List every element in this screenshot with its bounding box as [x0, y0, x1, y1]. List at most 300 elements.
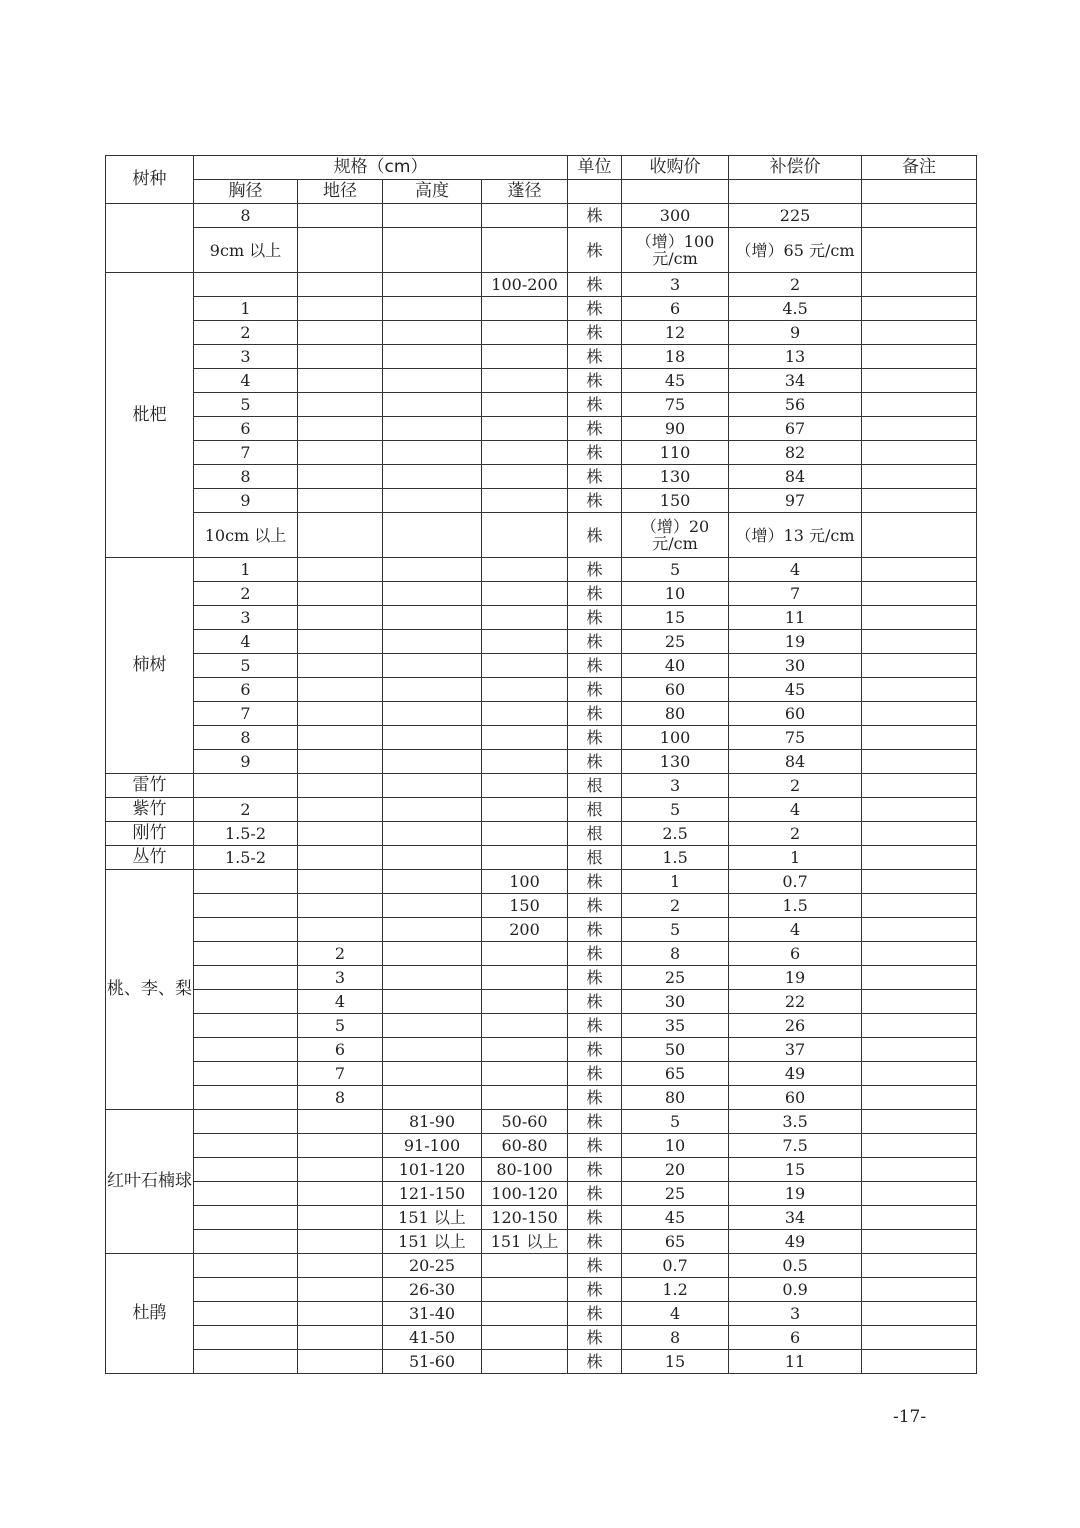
dbh-cell [194, 1086, 298, 1110]
note-cell [862, 1158, 977, 1182]
compensation-price-cell: 19 [729, 966, 862, 990]
compensation-price-cell: 84 [729, 750, 862, 774]
unit-cell: 株 [568, 894, 622, 918]
crown-diameter-cell [482, 798, 568, 822]
height-cell [383, 204, 482, 228]
compensation-price-cell: 6 [729, 1326, 862, 1350]
crown-diameter-cell [482, 582, 568, 606]
table-row [106, 870, 977, 894]
compensation-price-cell: 37 [729, 1038, 862, 1062]
compensation-price-cell: 0.9 [729, 1278, 862, 1302]
purchase-price-cell: 12 [622, 321, 729, 345]
crown-diameter-cell [482, 678, 568, 702]
note-cell [862, 1302, 977, 1326]
height-cell [383, 273, 482, 297]
dbh-cell: 5 [194, 654, 298, 678]
purchase-price-cell: 0.7 [622, 1254, 729, 1278]
compensation-price-cell: 60 [729, 702, 862, 726]
crown-diameter-cell [482, 441, 568, 465]
purchase-price-cell: 130 [622, 465, 729, 489]
table-row [106, 606, 977, 630]
height-cell [383, 465, 482, 489]
compensation-price-cell: 11 [729, 606, 862, 630]
ground-diameter-cell: 7 [298, 1062, 383, 1086]
unit-cell: 株 [568, 1182, 622, 1206]
dbh-cell [194, 870, 298, 894]
note-cell [862, 297, 977, 321]
crown-diameter-cell [482, 1302, 568, 1326]
dbh-cell [194, 1134, 298, 1158]
height-cell [383, 606, 482, 630]
table-row [106, 1062, 977, 1086]
note-cell [862, 990, 977, 1014]
crown-diameter-cell [482, 726, 568, 750]
note-cell [862, 606, 977, 630]
header-unit: 单位 [568, 156, 622, 180]
height-cell [383, 726, 482, 750]
compensation-price-cell: 97 [729, 489, 862, 513]
unit-cell: 株 [568, 1134, 622, 1158]
crown-diameter-cell [482, 822, 568, 846]
unit-cell: 株 [568, 1278, 622, 1302]
crown-diameter-cell: 150 [482, 894, 568, 918]
purchase-price-cell: 4 [622, 1302, 729, 1326]
crown-diameter-cell [482, 654, 568, 678]
ground-diameter-cell [298, 1254, 383, 1278]
dbh-cell [194, 774, 298, 798]
unit-cell: 株 [568, 558, 622, 582]
note-cell [862, 465, 977, 489]
note-cell [862, 1086, 977, 1110]
crown-diameter-cell [482, 750, 568, 774]
table-row [106, 894, 977, 918]
height-cell [383, 894, 482, 918]
note-cell [862, 870, 977, 894]
crown-diameter-cell: 80-100 [482, 1158, 568, 1182]
dbh-cell [194, 942, 298, 966]
height-cell [383, 942, 482, 966]
unit-cell: 株 [568, 942, 622, 966]
header-crown-diameter: 蓬径 [482, 180, 568, 204]
unit-cell: 株 [568, 606, 622, 630]
table-row [106, 1014, 977, 1038]
dbh-cell [194, 966, 298, 990]
table-row [106, 1278, 977, 1302]
crown-diameter-cell [482, 558, 568, 582]
note-cell [862, 1350, 977, 1374]
table-row [106, 1350, 977, 1374]
ground-diameter-cell [298, 417, 383, 441]
dbh-cell: 9 [194, 750, 298, 774]
species-cell: 红叶石楠球 [106, 1110, 194, 1254]
ground-diameter-cell [298, 1134, 383, 1158]
dbh-cell: 1.5-2 [194, 846, 298, 870]
note-cell [862, 1326, 977, 1350]
ground-diameter-cell [298, 774, 383, 798]
ground-diameter-cell: 2 [298, 942, 383, 966]
note-cell [862, 1182, 977, 1206]
purchase-price-cell: 5 [622, 1110, 729, 1134]
unit-cell: 株 [568, 1110, 622, 1134]
crown-diameter-cell: 60-80 [482, 1134, 568, 1158]
unit-cell: 株 [568, 345, 622, 369]
compensation-price-cell: 82 [729, 441, 862, 465]
crown-diameter-cell [482, 228, 568, 273]
unit-cell: 株 [568, 750, 622, 774]
compensation-price-cell: （增）65 元/cm [729, 228, 862, 273]
unit-cell: 株 [568, 489, 622, 513]
purchase-price-cell: 30 [622, 990, 729, 1014]
unit-cell: 株 [568, 297, 622, 321]
unit-cell: 株 [568, 654, 622, 678]
unit-cell: 株 [568, 990, 622, 1014]
dbh-cell [194, 1038, 298, 1062]
unit-cell: 株 [568, 678, 622, 702]
height-cell [383, 870, 482, 894]
dbh-cell [194, 1182, 298, 1206]
ground-diameter-cell [298, 369, 383, 393]
purchase-price-cell: 80 [622, 702, 729, 726]
note-cell [862, 489, 977, 513]
purchase-price-cell: 18 [622, 345, 729, 369]
dbh-cell [194, 1206, 298, 1230]
dbh-cell: 2 [194, 582, 298, 606]
dbh-cell [194, 1110, 298, 1134]
compensation-price-cell: 11 [729, 1350, 862, 1374]
unit-cell: 株 [568, 369, 622, 393]
unit-cell: 株 [568, 417, 622, 441]
ground-diameter-cell [298, 1326, 383, 1350]
purchase-price-cell: 25 [622, 630, 729, 654]
purchase-price-cell: 80 [622, 1086, 729, 1110]
unit-cell: 株 [568, 582, 622, 606]
compensation-price-cell: 84 [729, 465, 862, 489]
table-row [106, 465, 977, 489]
height-cell: 91-100 [383, 1134, 482, 1158]
crown-diameter-cell [482, 513, 568, 558]
header-row-2 [106, 180, 977, 204]
ground-diameter-cell [298, 894, 383, 918]
header-ground-diameter: 地径 [298, 180, 383, 204]
ground-diameter-cell [298, 489, 383, 513]
height-cell [383, 513, 482, 558]
purchase-price-cell: 1.5 [622, 846, 729, 870]
dbh-cell [194, 918, 298, 942]
ground-diameter-cell [298, 1350, 383, 1374]
compensation-price-cell: 60 [729, 1086, 862, 1110]
crown-diameter-cell [482, 702, 568, 726]
dbh-cell [194, 1350, 298, 1374]
species-cell [106, 204, 194, 273]
crown-diameter-cell: 100-120 [482, 1182, 568, 1206]
crown-diameter-cell [482, 1350, 568, 1374]
compensation-price-cell: 30 [729, 654, 862, 678]
table-row [106, 273, 977, 297]
table-row [106, 654, 977, 678]
table-row [106, 918, 977, 942]
table-row [106, 774, 977, 798]
dbh-cell: 8 [194, 726, 298, 750]
purchase-price-cell: 300 [622, 204, 729, 228]
table-row [106, 702, 977, 726]
crown-diameter-cell [482, 393, 568, 417]
table-row [106, 393, 977, 417]
height-cell: 151 以上 [383, 1230, 482, 1254]
purchase-price-cell: 8 [622, 1326, 729, 1350]
table-row [106, 822, 977, 846]
crown-diameter-cell [482, 417, 568, 441]
ground-diameter-cell: 6 [298, 1038, 383, 1062]
dbh-cell: 9 [194, 489, 298, 513]
crown-diameter-cell [482, 1254, 568, 1278]
table-row [106, 441, 977, 465]
crown-diameter-cell [482, 321, 568, 345]
purchase-price-cell: 45 [622, 369, 729, 393]
note-cell [862, 918, 977, 942]
table-row [106, 228, 977, 273]
note-cell [862, 654, 977, 678]
purchase-price-cell: 15 [622, 606, 729, 630]
ground-diameter-cell [298, 228, 383, 273]
dbh-cell: 4 [194, 630, 298, 654]
ground-diameter-cell [298, 441, 383, 465]
table-row [106, 417, 977, 441]
ground-diameter-cell [298, 1158, 383, 1182]
table-row [106, 750, 977, 774]
height-cell: 101-120 [383, 1158, 482, 1182]
note-cell [862, 273, 977, 297]
crown-diameter-cell: 151 以上 [482, 1230, 568, 1254]
compensation-price-cell: 22 [729, 990, 862, 1014]
compensation-price-cell: 4 [729, 918, 862, 942]
height-cell: 20-25 [383, 1254, 482, 1278]
dbh-cell: 6 [194, 678, 298, 702]
species-cell: 紫竹 [106, 798, 194, 822]
ground-diameter-cell [298, 726, 383, 750]
purchase-price-cell: 60 [622, 678, 729, 702]
dbh-cell [194, 1158, 298, 1182]
purchase-price-cell: 5 [622, 918, 729, 942]
header-spec: 规格（cm） [194, 156, 568, 180]
table-row [106, 630, 977, 654]
compensation-price-cell: 15 [729, 1158, 862, 1182]
ground-diameter-cell [298, 918, 383, 942]
compensation-price-cell: 13 [729, 345, 862, 369]
dbh-cell: 2 [194, 321, 298, 345]
compensation-price-cell: 34 [729, 369, 862, 393]
compensation-price-cell: 75 [729, 726, 862, 750]
purchase-price-cell: （增）20 元/cm [622, 513, 729, 558]
header-dbh: 胸径 [194, 180, 298, 204]
compensation-price-cell: 1 [729, 846, 862, 870]
purchase-price-cell: 65 [622, 1230, 729, 1254]
species-cell: 刚竹 [106, 822, 194, 846]
crown-diameter-cell [482, 966, 568, 990]
note-cell [862, 942, 977, 966]
ground-diameter-cell [298, 1230, 383, 1254]
height-cell [383, 798, 482, 822]
table-body [106, 204, 977, 1374]
crown-diameter-cell [482, 369, 568, 393]
unit-cell: 株 [568, 393, 622, 417]
ground-diameter-cell [298, 465, 383, 489]
note-cell [862, 966, 977, 990]
purchase-price-cell: 150 [622, 489, 729, 513]
ground-diameter-cell [298, 606, 383, 630]
ground-diameter-cell [298, 654, 383, 678]
crown-diameter-cell: 100 [482, 870, 568, 894]
height-cell [383, 966, 482, 990]
purchase-price-cell: 110 [622, 441, 729, 465]
height-cell [383, 228, 482, 273]
purchase-price-cell: 25 [622, 966, 729, 990]
purchase-price-cell: 3 [622, 774, 729, 798]
ground-diameter-cell [298, 558, 383, 582]
height-cell [383, 678, 482, 702]
dbh-cell [194, 990, 298, 1014]
dbh-cell: 8 [194, 465, 298, 489]
header-compensation-price: 补偿价 [729, 156, 862, 180]
note-cell [862, 321, 977, 345]
table-row [106, 942, 977, 966]
height-cell [383, 558, 482, 582]
height-cell [383, 1038, 482, 1062]
note-cell [862, 441, 977, 465]
compensation-price-cell: 45 [729, 678, 862, 702]
dbh-cell: 3 [194, 606, 298, 630]
ground-diameter-cell [298, 750, 383, 774]
compensation-price-cell: 26 [729, 1014, 862, 1038]
note-cell [862, 1014, 977, 1038]
crown-diameter-cell [482, 1014, 568, 1038]
height-cell: 151 以上 [383, 1206, 482, 1230]
compensation-price-cell: 2 [729, 774, 862, 798]
ground-diameter-cell [298, 798, 383, 822]
table-row [106, 1326, 977, 1350]
compensation-price-cell: 4 [729, 558, 862, 582]
table-row [106, 582, 977, 606]
dbh-cell [194, 1230, 298, 1254]
note-cell [862, 1206, 977, 1230]
dbh-cell [194, 1278, 298, 1302]
compensation-price-cell: 6 [729, 942, 862, 966]
compensation-price-cell: 19 [729, 630, 862, 654]
compensation-price-cell: 225 [729, 204, 862, 228]
purchase-price-cell: 6 [622, 297, 729, 321]
dbh-cell: 1 [194, 297, 298, 321]
unit-cell: 株 [568, 1326, 622, 1350]
height-cell [383, 417, 482, 441]
dbh-cell: 6 [194, 417, 298, 441]
dbh-cell: 10cm 以上 [194, 513, 298, 558]
compensation-price-cell: 9 [729, 321, 862, 345]
compensation-price-cell: 56 [729, 393, 862, 417]
dbh-cell [194, 1326, 298, 1350]
note-cell [862, 1254, 977, 1278]
unit-cell: 根 [568, 846, 622, 870]
crown-diameter-cell: 200 [482, 918, 568, 942]
dbh-cell: 8 [194, 204, 298, 228]
dbh-cell [194, 1014, 298, 1038]
note-cell [862, 582, 977, 606]
purchase-price-cell: 100 [622, 726, 729, 750]
height-cell [383, 774, 482, 798]
note-cell [862, 894, 977, 918]
height-cell: 121-150 [383, 1182, 482, 1206]
compensation-price-cell: 2 [729, 273, 862, 297]
note-cell [862, 345, 977, 369]
note-cell [862, 513, 977, 558]
ground-diameter-cell [298, 870, 383, 894]
purchase-price-cell: 20 [622, 1158, 729, 1182]
dbh-cell: 4 [194, 369, 298, 393]
unit-cell: 株 [568, 1254, 622, 1278]
header-purchase-price: 收购价 [622, 156, 729, 180]
purchase-price-cell: 50 [622, 1038, 729, 1062]
compensation-price-cell: 7 [729, 582, 862, 606]
height-cell [383, 393, 482, 417]
ground-diameter-cell [298, 1302, 383, 1326]
ground-diameter-cell [298, 513, 383, 558]
table-row [106, 1086, 977, 1110]
table-row [106, 1110, 977, 1134]
unit-cell: 株 [568, 1206, 622, 1230]
compensation-price-cell: 67 [729, 417, 862, 441]
purchase-price-cell: 45 [622, 1206, 729, 1230]
header-height: 高度 [383, 180, 482, 204]
purchase-price-cell: 10 [622, 582, 729, 606]
note-cell [862, 702, 977, 726]
dbh-cell: 7 [194, 702, 298, 726]
ground-diameter-cell: 5 [298, 1014, 383, 1038]
note-cell [862, 822, 977, 846]
ground-diameter-cell [298, 1110, 383, 1134]
unit-cell: 株 [568, 1302, 622, 1326]
ground-diameter-cell [298, 846, 383, 870]
height-cell [383, 297, 482, 321]
compensation-price-cell: 7.5 [729, 1134, 862, 1158]
table-row [106, 345, 977, 369]
compensation-price-cell: （增）13 元/cm [729, 513, 862, 558]
unit-cell: 株 [568, 321, 622, 345]
purchase-price-cell: 5 [622, 558, 729, 582]
dbh-cell: 2 [194, 798, 298, 822]
ground-diameter-cell [298, 345, 383, 369]
unit-cell: 株 [568, 204, 622, 228]
purchase-price-cell: 1 [622, 870, 729, 894]
page-number: -17- [893, 1407, 927, 1427]
purchase-price-cell: 15 [622, 1350, 729, 1374]
purchase-price-cell: 2 [622, 894, 729, 918]
ground-diameter-cell [298, 1182, 383, 1206]
height-cell [383, 441, 482, 465]
species-cell: 雷竹 [106, 774, 194, 798]
unit-cell: 株 [568, 441, 622, 465]
unit-cell: 株 [568, 1158, 622, 1182]
dbh-cell [194, 1302, 298, 1326]
purchase-price-cell: 40 [622, 654, 729, 678]
table-row [106, 489, 977, 513]
purchase-price-cell: 35 [622, 1014, 729, 1038]
table-row [106, 678, 977, 702]
crown-diameter-cell [482, 465, 568, 489]
dbh-cell [194, 894, 298, 918]
crown-diameter-cell [482, 297, 568, 321]
table-row [106, 369, 977, 393]
table-row [106, 1230, 977, 1254]
ground-diameter-cell: 4 [298, 990, 383, 1014]
height-cell: 31-40 [383, 1302, 482, 1326]
